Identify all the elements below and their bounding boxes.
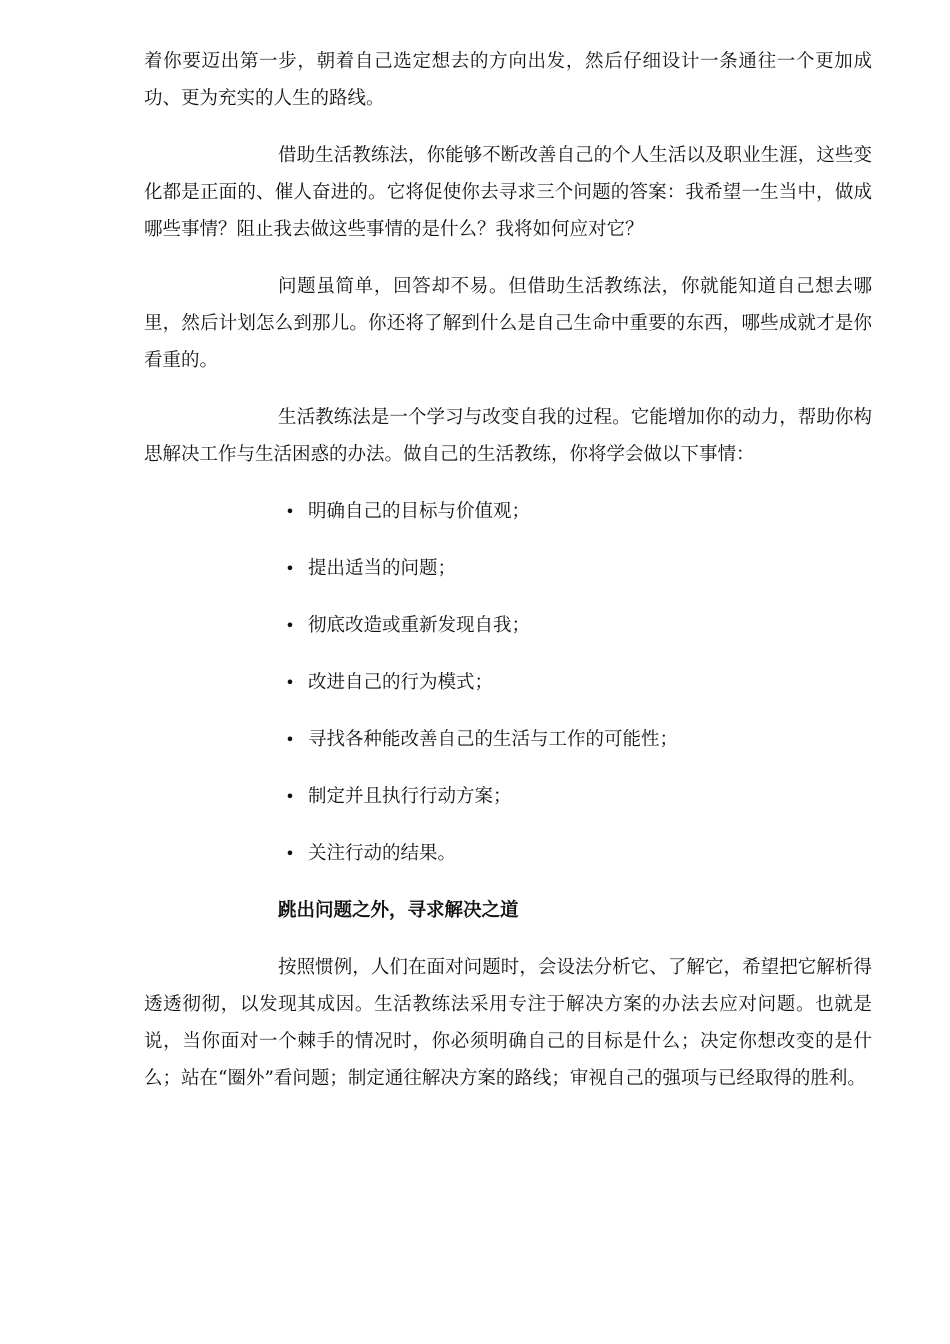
bullet-icon: •: [285, 616, 295, 635]
paragraph-solution-focused: 按照惯例，人们在面对问题时，会设法分析它、了解它，希望把它解析得透透彻彻，以发现其成因。生活教练法采用专注于解决方案的办法去应对问题。也就是说，当你面对一个棘手的情况时，你必须明确自己的目标是什么；决定你想改变的是什么；站在“圈外”看问题；制定通往解决方案的路线；审视自己的强项与已经取得的胜利。: [144, 957, 872, 1089]
list-item: [144, 664, 872, 701]
paragraph-learning-process: 生活教练法是一个学习与改变自我的过程。它能增加你的动力，帮助你构思解决工作与生活困惑的办法。做自己的生活教练，你将学会做以下事情：: [144, 407, 872, 465]
bullet-icon: •: [285, 559, 295, 578]
bullet-icon: •: [285, 673, 295, 692]
list-item: [144, 607, 872, 644]
section-heading: 跳出问题之外，寻求解决之道: [278, 900, 519, 921]
list-item: [144, 778, 872, 815]
paragraph-continuation: 着你要迈出第一步，朝着自己选定想去的方向出发，然后仔细设计一条通往一个更加成功、更为充实的人生的路线。: [144, 51, 872, 109]
paragraph-life-coaching-intro: 借助生活教练法，你能够不断改善自己的个人生活以及职业生涯，这些变化都是正面的、催人奋进的。它将促使你去寻求三个问题的答案：我希望一生当中，做成哪些事情？阻止我去做这些事情的是什么？我将如何应对它？: [144, 145, 872, 240]
list-item-text: 明确自己的目标与价值观；: [308, 501, 531, 522]
bullet-icon: •: [285, 730, 295, 749]
bullet-icon: •: [285, 844, 295, 863]
document-page: [144, 43, 872, 1117]
list-item: [144, 721, 872, 758]
bullet-icon: •: [285, 502, 295, 521]
list-item-text: 寻找各种能改善自己的生活与工作的可能性；: [308, 729, 679, 750]
list-item-text: 关注行动的结果。: [308, 843, 457, 864]
list-item: [144, 835, 872, 872]
paragraph-simple-questions: 问题虽简单，回答却不易。但借助生活教练法，你就能知道自己想去哪里，然后计划怎么到那儿。你还将了解到什么是自己生命中重要的东西，哪些成就才是你看重的。: [144, 276, 872, 371]
list-item-text: 制定并且执行行动方案；: [308, 786, 512, 807]
list-item-text: 提出适当的问题；: [308, 558, 457, 579]
bullet-icon: •: [285, 787, 295, 806]
list-item: [144, 493, 872, 530]
bullet-list: [144, 493, 872, 872]
list-item: [144, 550, 872, 587]
list-item-text: 彻底改造或重新发现自我；: [308, 615, 531, 636]
list-item-text: 改进自己的行为模式；: [308, 672, 494, 693]
